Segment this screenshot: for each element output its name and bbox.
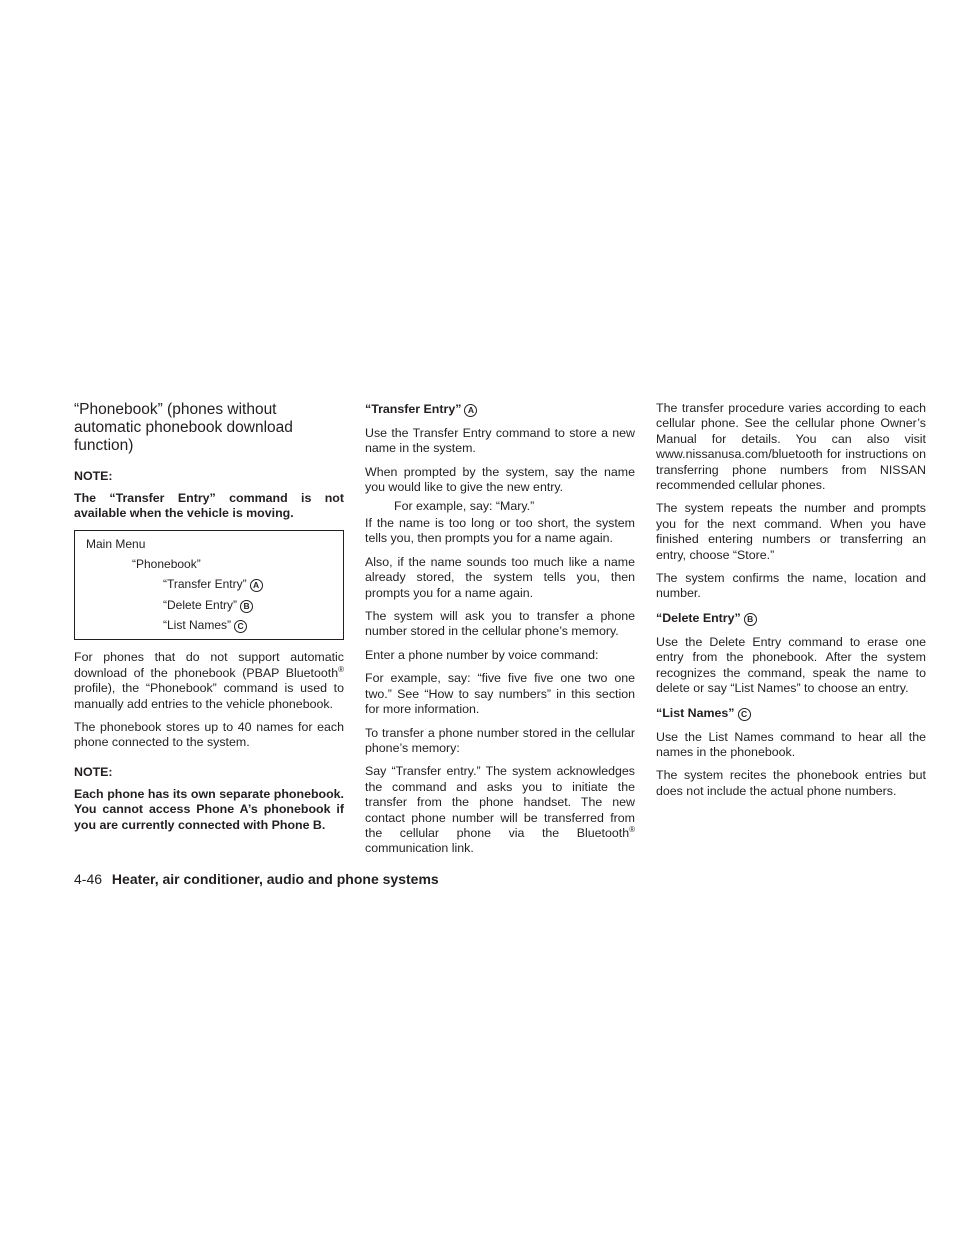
section-heading: “Phonebook” (phones without automatic phonebook download function) xyxy=(74,401,293,454)
paragraph: Also, if the name sounds too much like a name already stored, the system tells you, then prompts you for a name again. xyxy=(365,554,635,600)
note-label: NOTE: xyxy=(74,469,113,483)
paragraph: Use the Transfer Entry command to store a new name in the system. xyxy=(365,426,635,456)
subhead-label: “Delete Entry” xyxy=(656,610,741,625)
registered-mark: ® xyxy=(338,664,344,674)
paragraph: The system confirms the name, location and number. xyxy=(656,571,926,601)
paragraph: To transfer a phone number stored in the cellular phone’s memory: xyxy=(365,725,635,755)
menu-item-label: “List Names” xyxy=(163,618,232,632)
registered-mark: ® xyxy=(629,824,635,834)
subhead-label: “List Names” xyxy=(656,705,735,720)
paragraph: The transfer procedure varies according to each cellular phone. See the cellular phone Owner’s Manual for details. You can also visit www.nissanusa.com/bluetooth for instructions on transferring phone numbers from NISSAN recommended cellular phones. xyxy=(656,401,926,493)
paragraph: The system repeats the number and prompts you for the next command. When you have finished entering numbers or transferring an entry, choose “Store.” xyxy=(656,501,926,562)
menu-phonebook: “Phonebook” xyxy=(132,557,201,572)
menu-item-delete-entry xyxy=(86,595,343,615)
text-run: communication link. xyxy=(365,841,474,856)
paragraph: For example, say: “five five five one two one two.” See “How to say numbers” in this section for more information. xyxy=(365,671,635,717)
menu-main: Main Menu xyxy=(86,536,146,551)
text-run: profile), the “Phonebook” command is used to manually add entries to the vehicle phonebook. xyxy=(74,681,344,711)
transfer-entry-subhead xyxy=(365,401,635,417)
circle-a-marker: A xyxy=(250,579,263,592)
text-run: For phones that do not support automatic download of the phonebook (PBAP Bluetooth xyxy=(74,650,344,680)
column-3 xyxy=(656,401,926,807)
list-names-subhead xyxy=(656,705,926,721)
paragraph: If the name is too long or too short, the system tells you, then prompts you for a name again. xyxy=(365,516,635,546)
example-line: For example, say: “Mary.” xyxy=(394,498,535,513)
paragraph: When prompted by the system, say the name you would like to give the new entry. xyxy=(365,464,635,495)
circle-c-marker: C xyxy=(234,620,247,633)
menu-item-transfer-entry xyxy=(86,574,343,594)
paragraph: Enter a phone number by voice command: xyxy=(365,647,599,662)
menu-tree-box xyxy=(74,530,344,640)
column-2 xyxy=(365,401,635,865)
paragraph xyxy=(365,764,635,856)
paragraph: The system will ask you to transfer a phone number stored in the cellular phone’s memory. xyxy=(365,609,635,639)
page-footer xyxy=(74,871,439,887)
section-title: Heater, air conditioner, audio and phone systems xyxy=(111,871,439,887)
page-number: 4-46 xyxy=(74,871,103,887)
circle-c-marker: C xyxy=(738,708,751,721)
paragraph: Use the Delete Entry command to erase one entry from the phonebook. After the system recognizes the command, speak the name to delete or say “List Names” to choose an entry. xyxy=(656,634,926,696)
menu-item-list-names xyxy=(86,615,343,635)
circle-b-marker: B xyxy=(240,600,253,613)
paragraph: The phonebook stores up to 40 names for each phone connected to the system. xyxy=(74,719,344,750)
subhead-label: “Transfer Entry” xyxy=(365,402,462,416)
delete-entry-subhead xyxy=(656,610,926,626)
circle-a-marker: A xyxy=(464,404,477,417)
paragraph: Use the List Names command to hear all the names in the phonebook. xyxy=(656,729,926,759)
note-label: NOTE: xyxy=(74,764,113,779)
text-run: Say “Transfer entry.” The system acknowledges the command and asks you to initiate the transfer from the phone handset. The new contact phone number will be transferred from the cellular phone via the Bluetooth xyxy=(365,764,635,840)
note-text: The “Transfer Entry” command is not available when the vehicle is moving. xyxy=(74,491,344,521)
column-1 xyxy=(74,401,344,841)
note-text: Each phone has its own separate phonebook. You cannot access Phone A’s phonebook if you are currently connected with Phone B. xyxy=(74,786,344,832)
circle-b-marker: B xyxy=(744,613,757,626)
paragraph xyxy=(74,650,344,712)
menu-item-label: “Transfer Entry” xyxy=(163,577,247,592)
menu-item-label: “Delete Entry” xyxy=(163,597,238,612)
paragraph: The system recites the phonebook entries but does not include the actual phone numbers. xyxy=(656,768,926,798)
